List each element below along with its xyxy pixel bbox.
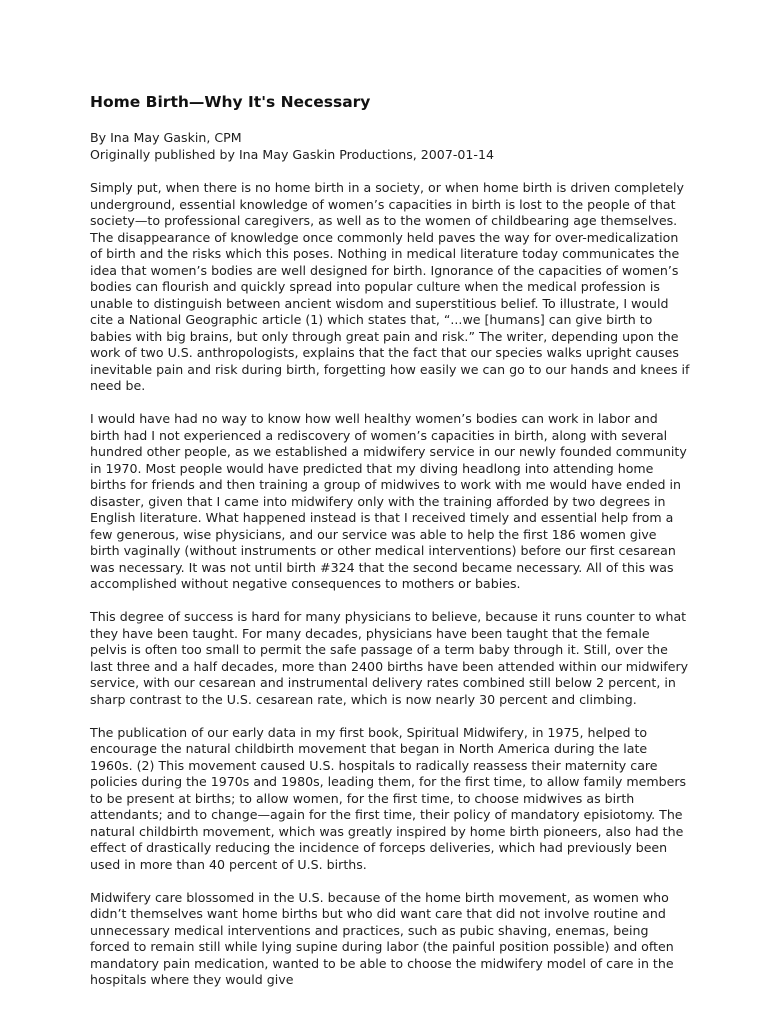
article-byline: By Ina May Gaskin, CPM: [90, 130, 242, 145]
article-title: Home Birth—Why It's Necessary: [90, 93, 371, 111]
body-paragraph: Midwifery care blossomed in the U.S. because of the home birth movement, as women who didn’t themselves want home births but who did want care that did not involve routine and unnecessary medical interventions and practices, such as pubic shaving, enemas, being forced to remain still while lying supine during labor (the painful position possible) and often mandatory pain medication, wanted to be able to choose the midwifery model of care in the hospitals where they would give: [90, 889, 674, 987]
body-paragraph: The publication of our early data in my first book, Spiritual Midwifery, in 1975, helped to encourage the natural childbirth movement that began in North America during the late 1960s. (2) This movement caused U.S. hospitals to radically reassess their maternity care policies during the 1970s and 1980s, leading them, for the first time, to allow family members to be present at births; to allow women, for the first time, to choose midwives as birth attendants; and to change—again for the first time, their policy of mandatory episiotomy. The natural childbirth movement, which was greatly inspired by home birth pioneers, also had the effect of drastically reducing the incidence of forceps deliveries, which had previously been used in more than 40 percent of U.S. births.: [90, 724, 687, 872]
body-paragraph: Simply put, when there is no home birth in a society, or when home birth is driven completely underground, essential knowledge of women’s capacities in birth is lost to the people of that society—to professional caregivers, as well as to the women of childbearing age themselves. The disappearance of knowledge once commonly held paves the way for over-medicalization of birth and the risks which this poses. Nothing in medical literature today communicates the idea that women’s bodies are well designed for birth. Ignorance of the capacities of women’s bodies can flourish and quickly spread into popular culture when the medical profession is unable to distinguish between ancient wisdom and superstitious belief. To illustrate, I would cite a National Geographic article (1) which states that, “...we [humans] can give birth to babies with big brains, but only through great pain and risk.” The writer, depending upon the work of two U.S. anthropologists, explains that the fact that our species walks upright causes inevitable pain and risk during birth, forgetting how easily we can go to our hands and knees if need be.: [90, 180, 690, 393]
document-page: [90, 92, 690, 1005]
body-paragraph: I would have had no way to know how well healthy women’s bodies can work in labor and birth had I not experienced a rediscovery of women’s capacities in birth, along with several hundred other people, as we established a midwifery service in our newly founded community in 1970. Most people would have predicted that my diving headlong into attending home births for friends and then training a group of midwives to work with me would have ended in disaster, given that I came into midwifery only with the training afforded by two degrees in English literature. What happened instead is that I received timely and essential help from a few generous, wise physicians, and our service was able to help the first 186 women give birth vaginally (without instruments or other medical interventions) before our first cesarean was necessary. It was not until birth #324 that the second became necessary. All of this was accomplished without negative consequences to mothers or babies.: [90, 411, 687, 591]
body-paragraph: This degree of success is hard for many physicians to believe, because it runs counter to what they have been taught. For many decades, physicians have been taught that the female pelvis is often too small to permit the safe passage of a term baby through it. Still, over the last three and a half decades, more than 2400 births have been attended within our midwifery service, with our cesarean and instrumental delivery rates combined still below 2 percent, in sharp contrast to the U.S. cesarean rate, which is now nearly 30 percent and climbing.: [90, 609, 689, 707]
publication-info: Originally published by Ina May Gaskin Productions, 2007-01-14: [90, 146, 494, 162]
